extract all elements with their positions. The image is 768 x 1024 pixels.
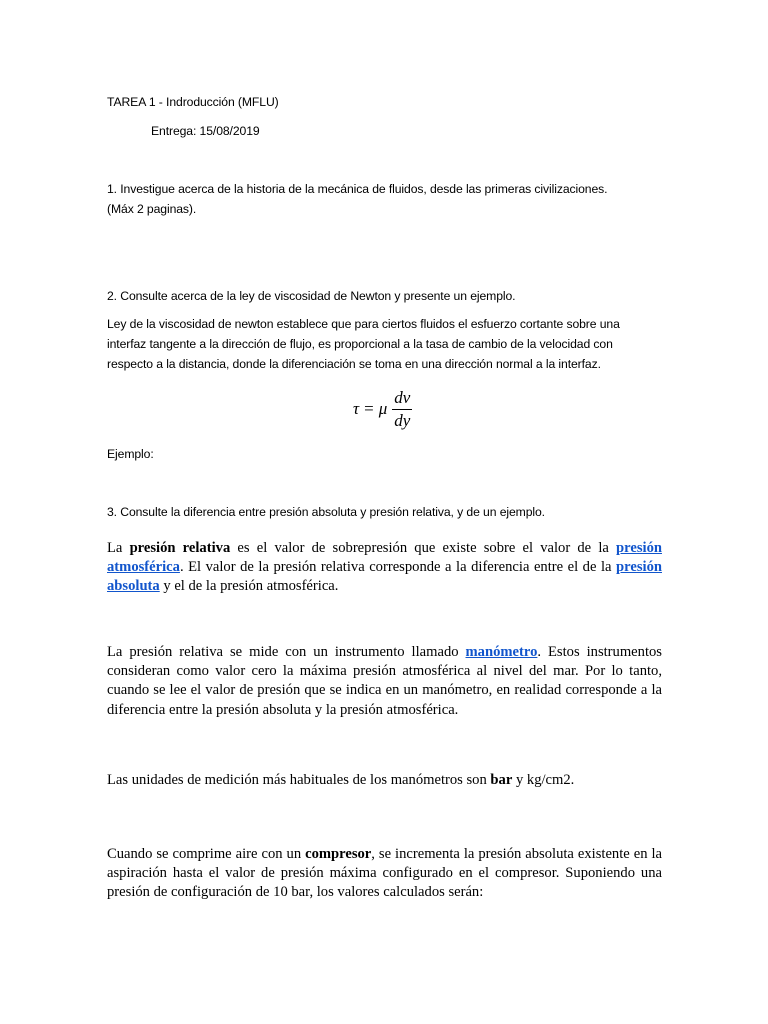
text-span: La xyxy=(107,540,130,556)
text-span: Cuando se comprime aire con un xyxy=(107,846,306,862)
newton-viscosity-formula xyxy=(353,381,412,437)
paragraph-manometer xyxy=(107,643,662,720)
newton-law-answer: Ley de la viscosidad de newton establece que para ciertos fluidos el esfuerzo cortante sobre una interfaz tangente a la dirección de flujo, es proporcional a la tasa de cambio de la velocidad con respecto a la distancia, donde la diferenciación se toma en una dirección normal a la interfaz. xyxy=(107,317,620,371)
paragraph-units xyxy=(107,771,662,790)
delivery-date: Entrega: 15/08/2019 xyxy=(151,124,260,138)
text-span: . El valor de la presión relativa corresponde a la diferencia entre el de la xyxy=(179,559,617,576)
example-label: Ejemplo: xyxy=(107,447,154,461)
link-absolute-pressure[interactable]: presión absoluta xyxy=(107,559,662,595)
bold-term: compresor xyxy=(305,846,372,862)
link-atmospheric-pressure[interactable]: presión atmosférica xyxy=(107,540,662,576)
question-3: 3. Consulte la diferencia entre presión absoluta y presión relativa, y de un ejemplo. xyxy=(107,505,545,519)
formula-viscosity: μ xyxy=(378,399,388,418)
text-span: . Estos instrumentos consideran como valor cero la máxima presión atmosférica al nivel del mar. Por lo tanto, cuando se lee el valor de presión que se indica en un manómetro, en realidad corresponde a la diferencia entre la presión absoluta y la presión atmosférica. xyxy=(107,644,662,718)
question-1: 1. Investigue acerca de la historia de la mecánica de fluidos, desde las primeras civilizaciones. (Máx 2 paginas). xyxy=(107,182,608,216)
formula-numerator: dv xyxy=(392,388,412,410)
formula-equals: = xyxy=(364,399,374,418)
text-span: es el valor de sobrepresión que existe sobre el valor de la xyxy=(230,540,617,556)
paragraph-relative-pressure xyxy=(107,539,662,597)
bold-term: presión relativa xyxy=(129,540,231,556)
link-manometer[interactable]: manómetro xyxy=(465,644,538,660)
formula-fraction xyxy=(392,388,412,431)
text-span: Las unidades de medición más habituales de los manómetros son xyxy=(107,772,491,788)
text-span: La presión relativa se mide con un instrumento llamado xyxy=(107,644,466,660)
text-span: , se incrementa la presión absoluta existente en la aspiración hasta el valor de presión máxima configurado en el compresor. Suponiendo una presión de configuración de 10 bar, los valores calculados serán: xyxy=(107,846,662,901)
question-2: 2. Consulte acerca de la ley de viscosidad de Newton y presente un ejemplo. xyxy=(107,289,516,303)
paragraph-compressor xyxy=(107,845,662,903)
bold-term: bar xyxy=(490,772,513,788)
text-span: y el de la presión atmosférica. xyxy=(159,578,339,595)
document-title: TAREA 1 - Indroducción (MFLU) xyxy=(107,95,279,109)
text-span: y kg/cm2. xyxy=(512,772,575,788)
formula-denominator: dy xyxy=(394,410,411,430)
formula-shear-stress: τ xyxy=(353,399,360,418)
